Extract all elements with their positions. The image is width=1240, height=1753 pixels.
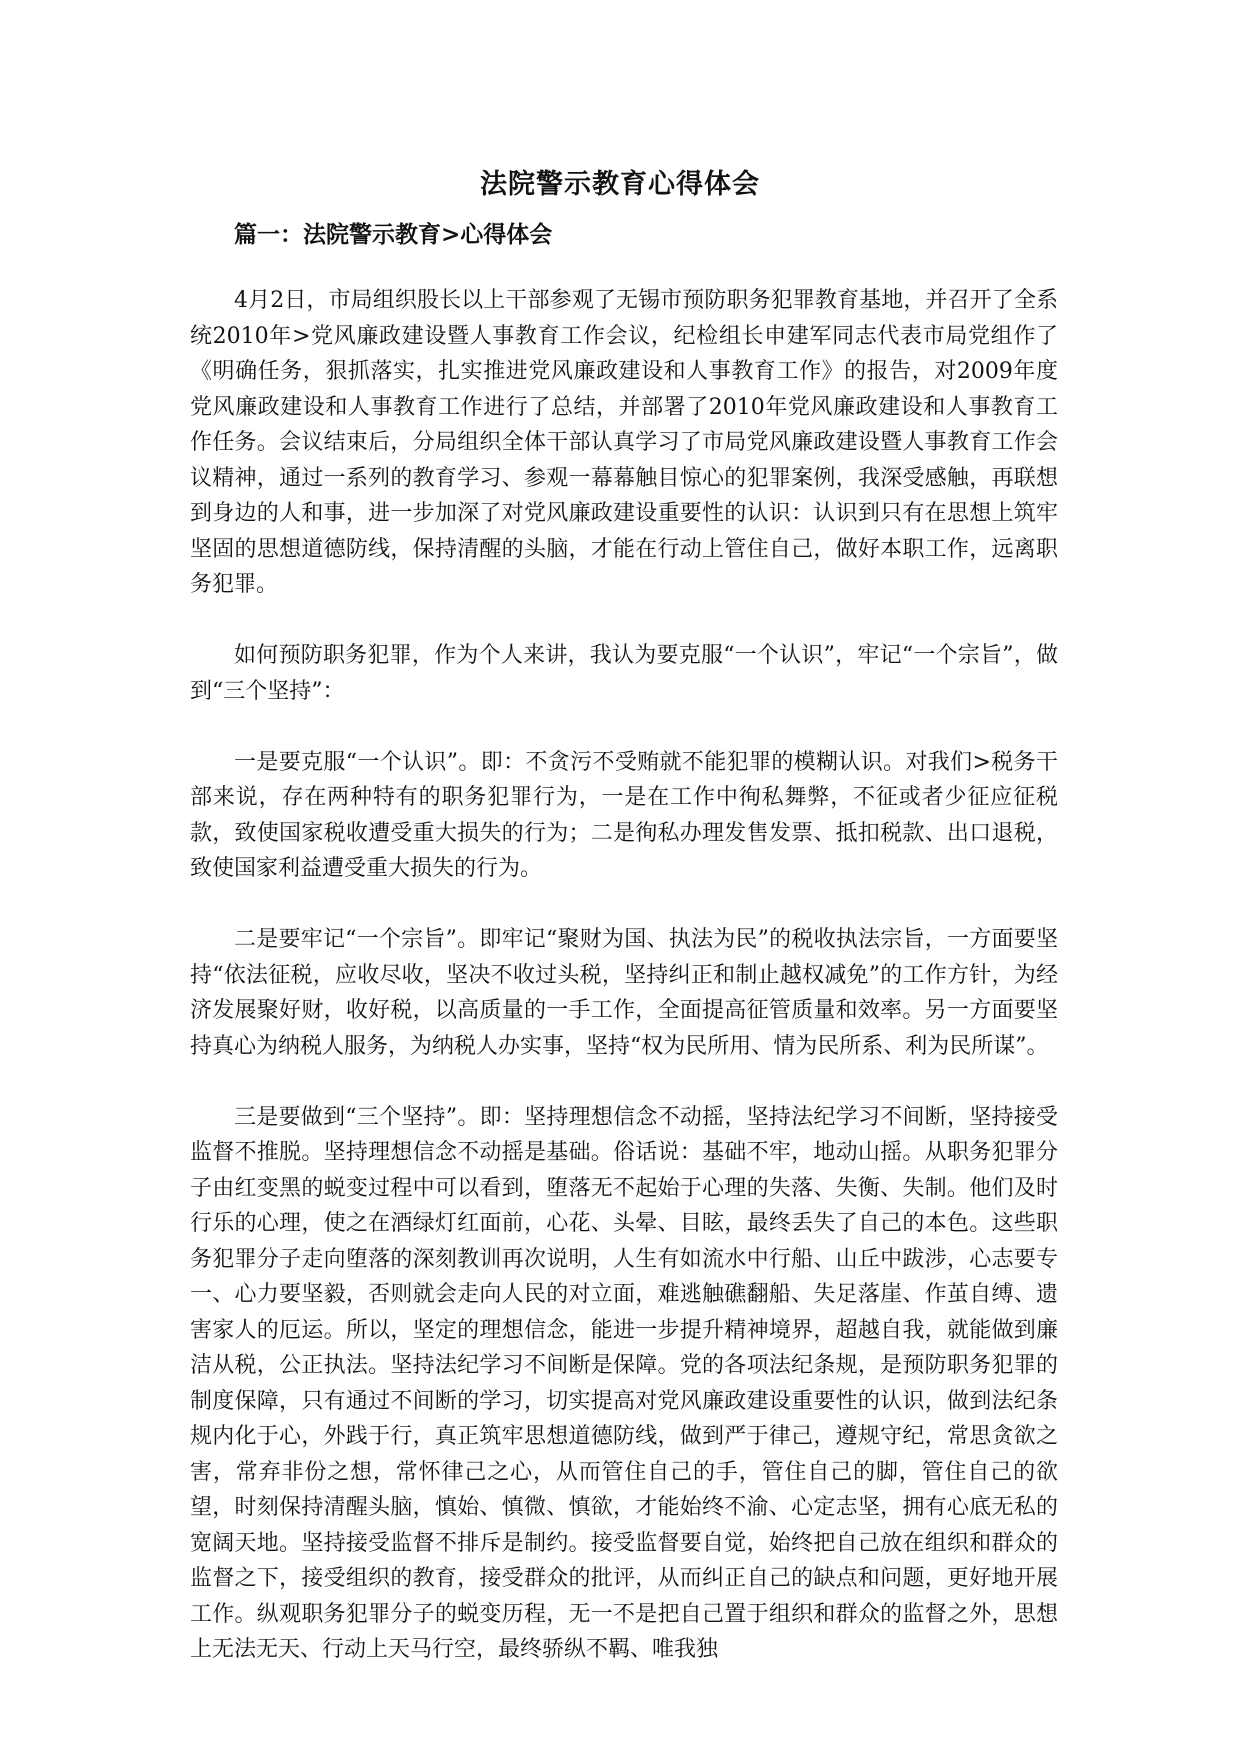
paragraph-one-understanding: 一是要克服“一个认识”。即：不贪污不受贿就不能犯罪的模糊认识。对我们>税务干部来说，存在两种特有的职务犯罪行为，一是在工作中徇私舞弊，不征或者少征应征税款，致使国家税收遭受重大损失的行为；二是徇私办理发售发票、抵扣税款、出口退税，致使国家利益遭受重大损失的行为。 — [190, 749, 1058, 881]
section-heading: 篇一：法院警示教育>心得体会 — [234, 221, 553, 248]
document-body — [190, 283, 1058, 1703]
paragraph-one-purpose: 二是要牢记“一个宗旨”。即牢记“聚财为国、执法为民”的税收执法宗旨，一方面要坚持“依法征税，应收尽收，坚决不收过头税，坚持纠正和制止越权减免”的工作方针，为经济发展聚好财，收好税，以高质量的一手工作，全面提高征管质量和效率。另一方面要坚持真心为纳税人服务，为纳税人办实事，坚持“权为民所用、情为民所系、利为民所谋”。 — [190, 927, 1058, 1059]
paragraph-meeting-summary: 4月2日，市局组织股长以上干部参观了无锡市预防职务犯罪教育基地，并召开了全系统2010年>党风廉政建设暨人事教育工作会议，纪检组长申建军同志代表市局党组作了《明确任务，狠抓落实，扎实推进党风廉政建设和人事教育工作》的报告，对2009年度党风廉政建设和人事教育工作进行了总结，并部署了2010年党风廉政建设和人事教育工作任务。会议结束后，分局组织全体干部认真学习了市局党风廉政建设暨人事教育工作会议精神，通过一系列的教育学习、参观一幕幕触目惊心的犯罪案例，我深受感触，再联想到身边的人和事，进一步加深了对党风廉政建设重要性的认识：认识到只有在思想上筑牢坚固的思想道德防线，保持清醒的头脑，才能在行动上管住自己，做好本职工作，远离职务犯罪。 — [190, 288, 1058, 597]
paragraph-prevention-intro: 如何预防职务犯罪，作为个人来讲，我认为要克服“一个认识”，牢记“一个宗旨”，做到“三个坚持”： — [190, 643, 1058, 704]
paragraph-three-persistences: 三是要做到“三个坚持”。即：坚持理想信念不动摇，坚持法纪学习不间断，坚持接受监督不推脱。坚持理想信念不动摇是基础。俗话说：基础不牢，地动山摇。从职务犯罪分子由红变黑的蜕变过程中可以看到，堕落无不起始于心理的失落、失衡、失制。他们及时行乐的心理，使之在酒绿灯红面前，心花、头晕、目眩，最终丢失了自己的本色。这些职务犯罪分子走向堕落的深刻教训再次说明，人生有如流水中行船、山丘中跋涉，心志要专一、心力要坚毅，否则就会走向人民的对立面，难逃触礁翻船、失足落崖、作茧自缚、遗害家人的厄运。所以，坚定的理想信念，能进一步提升精神境界，超越自我，就能做到廉洁从税，公正执法。坚持法纪学习不间断是保障。党的各项法纪条规，是预防职务犯罪的制度保障，只有通过不间断的学习，切实提高对党风廉政建设重要性的认识，做到法纪条规内化于心，外践于行，真正筑牢思想道德防线，做到严于律己，遵规守纪，常思贪欲之害，常弃非份之想，常怀律己之心，从而管住自己的手，管住自己的脚，管住自己的欲望，时刻保持清醒头脑，慎始、慎微、慎欲，才能始终不渝、心定志坚，拥有心底无私的宽阔天地。坚持接受监督不排斥是制约。接受监督要自觉，始终把自己放在组织和群众的监督之下，接受组织的教育，接受群众的批评，从而纠正自己的缺点和问题，更好地开展工作。纵观职务犯罪分子的蜕变历程，无一不是把自己置于组织和群众的监督之外，思想上无法无天、行动上天马行空，最终骄纵不羁、唯我独 — [190, 1104, 1058, 1662]
document-title: 法院警示教育心得体会 — [480, 169, 760, 200]
